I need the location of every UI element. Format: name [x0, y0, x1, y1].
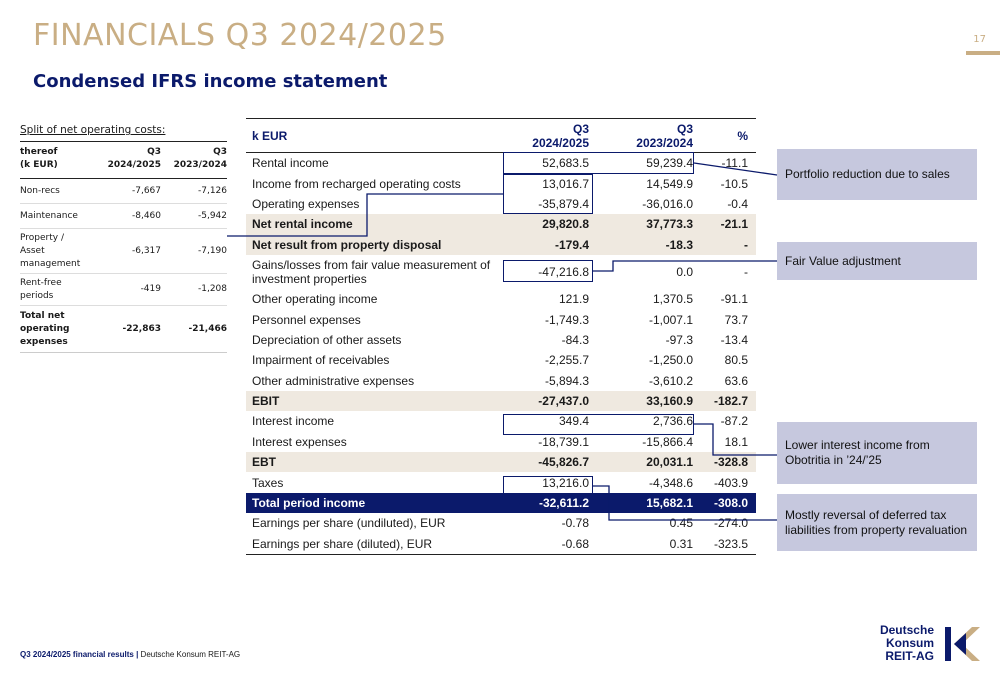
side-row-prior: -7,126 [161, 179, 227, 204]
row-current: -2,255.7 [544, 353, 589, 368]
row-current: -179.4 [502, 235, 596, 255]
side-header-prior: Q3 2023/2024 [161, 142, 227, 179]
row-label: Net rental income [246, 214, 502, 234]
row-label: Total period income [246, 493, 502, 513]
row-current: -1,749.3 [544, 312, 589, 327]
row-prior: 59,239.4 [646, 156, 693, 171]
row-prior: 1,370.5 [652, 292, 693, 307]
row-percent: -403.9 [713, 475, 748, 490]
row-label: Other administrative expenses [252, 373, 415, 388]
row-label: EBIT [246, 391, 502, 411]
logo-k-icon [944, 625, 982, 663]
row-prior: -3,610.2 [648, 373, 693, 388]
row-percent: - [700, 235, 756, 255]
row-percent: 80.5 [724, 353, 748, 368]
row-percent: - [744, 264, 748, 279]
footer [20, 650, 240, 659]
side-row-prior: -7,190 [161, 229, 227, 274]
row-percent: -328.8 [700, 452, 756, 472]
row-current: 349.4 [558, 414, 589, 429]
row-current: 52,683.5 [542, 156, 589, 171]
row-label: Taxes [252, 475, 284, 490]
row-current: -32,611.2 [502, 493, 596, 513]
side-row-label: Maintenance [20, 204, 95, 229]
side-row-current: -22,863 [95, 306, 161, 353]
row-prior: -18.3 [596, 235, 700, 255]
row-label: Operating expenses [252, 196, 360, 211]
table-row [246, 350, 756, 370]
row-prior: 15,682.1 [596, 493, 700, 513]
side-header-label: thereof (k EUR) [20, 142, 95, 179]
row-percent: -91.1 [720, 292, 748, 307]
side-row-prior: -21,466 [161, 306, 227, 353]
table-row [246, 289, 756, 309]
highlight-frame-operating-costs [503, 174, 593, 214]
logo-line-1: Deutsche [879, 623, 934, 637]
row-percent: 63.6 [724, 373, 748, 388]
row-prior: -36,016.0 [642, 196, 693, 211]
row-current: -45,826.7 [502, 452, 596, 472]
row-percent: -87.2 [720, 414, 748, 429]
callout-fair-value: Fair Value adjustment [777, 242, 977, 280]
row-label: EBT [246, 452, 502, 472]
logo-text [880, 624, 934, 663]
row-percent: -21.1 [700, 214, 756, 234]
table-row [20, 229, 227, 274]
row-prior: -1,250.0 [648, 353, 693, 368]
row-label: Other operating income [252, 292, 378, 307]
side-row-label: Rent-free periods [20, 274, 95, 306]
table-row [246, 235, 756, 255]
row-current: 13,016.7 [542, 176, 589, 191]
row-current: 13,216.0 [542, 475, 589, 490]
row-label: Earnings per share (undiluted), EUR [252, 516, 446, 531]
row-prior: 20,031.1 [596, 452, 700, 472]
main-table-header-row [246, 119, 756, 153]
row-percent: 18.1 [724, 434, 748, 449]
row-percent: -182.7 [700, 391, 756, 411]
highlight-frame-fair-value [503, 260, 593, 282]
row-label: Gains/losses from fair value measurement of investment properties [252, 257, 491, 286]
callout-deferred-tax: Mostly reversal of deferred tax liabilities from property revaluation [777, 494, 977, 551]
footer-bold: Q3 2024/2025 financial results | [20, 650, 139, 659]
row-prior: -15,866.4 [642, 434, 693, 449]
row-label: Depreciation of other assets [252, 332, 402, 347]
side-row-current: -8,460 [95, 204, 161, 229]
side-row-label: Total net operating expenses [20, 306, 95, 353]
main-header-prior: Q3 2023/2024 [596, 119, 700, 153]
row-prior: 0.0 [676, 264, 693, 279]
row-prior: -4,348.6 [648, 475, 693, 490]
row-prior: 14,549.9 [646, 176, 693, 191]
table-row [246, 452, 756, 472]
table-row [246, 194, 756, 214]
table-row-total [20, 306, 227, 353]
table-row [246, 493, 756, 513]
side-row-prior: -1,208 [161, 274, 227, 306]
table-row [246, 513, 756, 533]
row-prior: -97.3 [665, 332, 693, 347]
income-statement-panel [246, 118, 756, 555]
main-header-unit: k EUR [246, 119, 502, 153]
footer-company: Deutsche Konsum REIT-AG [138, 650, 241, 659]
page-number: 17 [973, 34, 986, 45]
income-statement-table [246, 118, 756, 555]
table-row [246, 371, 756, 391]
row-label: Interest income [252, 414, 335, 429]
table-row [20, 179, 227, 204]
highlight-frame-rental-income [503, 152, 694, 174]
row-percent: -13.4 [720, 332, 748, 347]
table-row [246, 255, 756, 289]
side-row-current: -7,667 [95, 179, 161, 204]
row-label: Impairment of receivables [252, 353, 390, 368]
side-table-title: Split of net operating costs: [20, 124, 166, 136]
table-row [246, 534, 756, 555]
callout-interest-income: Lower interest income from Obotritia in ’24/’25 [777, 422, 977, 484]
company-logo [870, 624, 990, 666]
row-current: 121.9 [558, 292, 589, 307]
row-current: -18,739.1 [538, 434, 589, 449]
side-row-prior: -5,942 [161, 204, 227, 229]
table-row [246, 309, 756, 329]
row-prior: 33,160.9 [596, 391, 700, 411]
net-operating-costs-table [20, 141, 227, 353]
row-prior: -1,007.1 [648, 312, 693, 327]
page-title: FINANCIALS Q3 2024/2025 [33, 18, 447, 53]
main-header-percent: % [700, 119, 756, 153]
row-current: -35,879.4 [538, 196, 589, 211]
row-percent: -308.0 [700, 493, 756, 513]
page-number-bar [966, 51, 1000, 55]
row-percent: 73.7 [724, 312, 748, 327]
side-table-header-row [20, 142, 227, 179]
row-current: -47,216.8 [538, 264, 589, 279]
row-percent: -323.5 [700, 534, 756, 555]
row-percent: -0.4 [727, 196, 748, 211]
row-current: 29,820.8 [502, 214, 596, 234]
row-current: -0.68 [502, 534, 596, 555]
row-percent: -274.0 [713, 516, 748, 531]
table-row [246, 391, 756, 411]
highlight-frame-taxes [503, 476, 593, 496]
side-row-label: Non-recs [20, 179, 95, 204]
main-header-current: Q3 2024/2025 [502, 119, 596, 153]
highlight-frame-interest-income [503, 414, 694, 435]
row-prior: 2,736.6 [652, 414, 693, 429]
side-header-current: Q3 2024/2025 [95, 142, 161, 179]
row-percent: -11.1 [721, 156, 748, 171]
row-prior: 0.31 [596, 534, 700, 555]
table-row [20, 204, 227, 229]
row-prior: 37,773.3 [596, 214, 700, 234]
row-label: Rental income [252, 156, 329, 171]
row-label: Net result from property disposal [246, 235, 502, 255]
row-label: Earnings per share (diluted), EUR [246, 534, 502, 555]
table-row [246, 472, 756, 492]
net-operating-costs-panel [20, 124, 227, 353]
table-row [246, 214, 756, 234]
row-current: -0.78 [561, 516, 589, 531]
row-label: Interest expenses [252, 434, 347, 449]
logo-line-3: REIT-AG [885, 649, 934, 663]
row-prior: 0.45 [669, 516, 693, 531]
side-row-current: -6,317 [95, 229, 161, 274]
page-subtitle: Condensed IFRS income statement [33, 71, 388, 92]
row-current: -5,894.3 [544, 373, 589, 388]
row-label: Income from recharged operating costs [252, 176, 461, 191]
callout-portfolio-reduction: Portfolio reduction due to sales [777, 149, 977, 200]
row-current: -84.3 [561, 332, 589, 347]
table-row [20, 274, 227, 306]
row-label: Personnel expenses [252, 312, 361, 327]
table-row [246, 330, 756, 350]
side-row-label: Property / Asset management [20, 229, 95, 274]
logo-line-2: Konsum [886, 636, 934, 650]
row-current: -27,437.0 [502, 391, 596, 411]
row-percent: -10.5 [720, 176, 748, 191]
table-row [246, 173, 756, 193]
side-row-current: -419 [95, 274, 161, 306]
